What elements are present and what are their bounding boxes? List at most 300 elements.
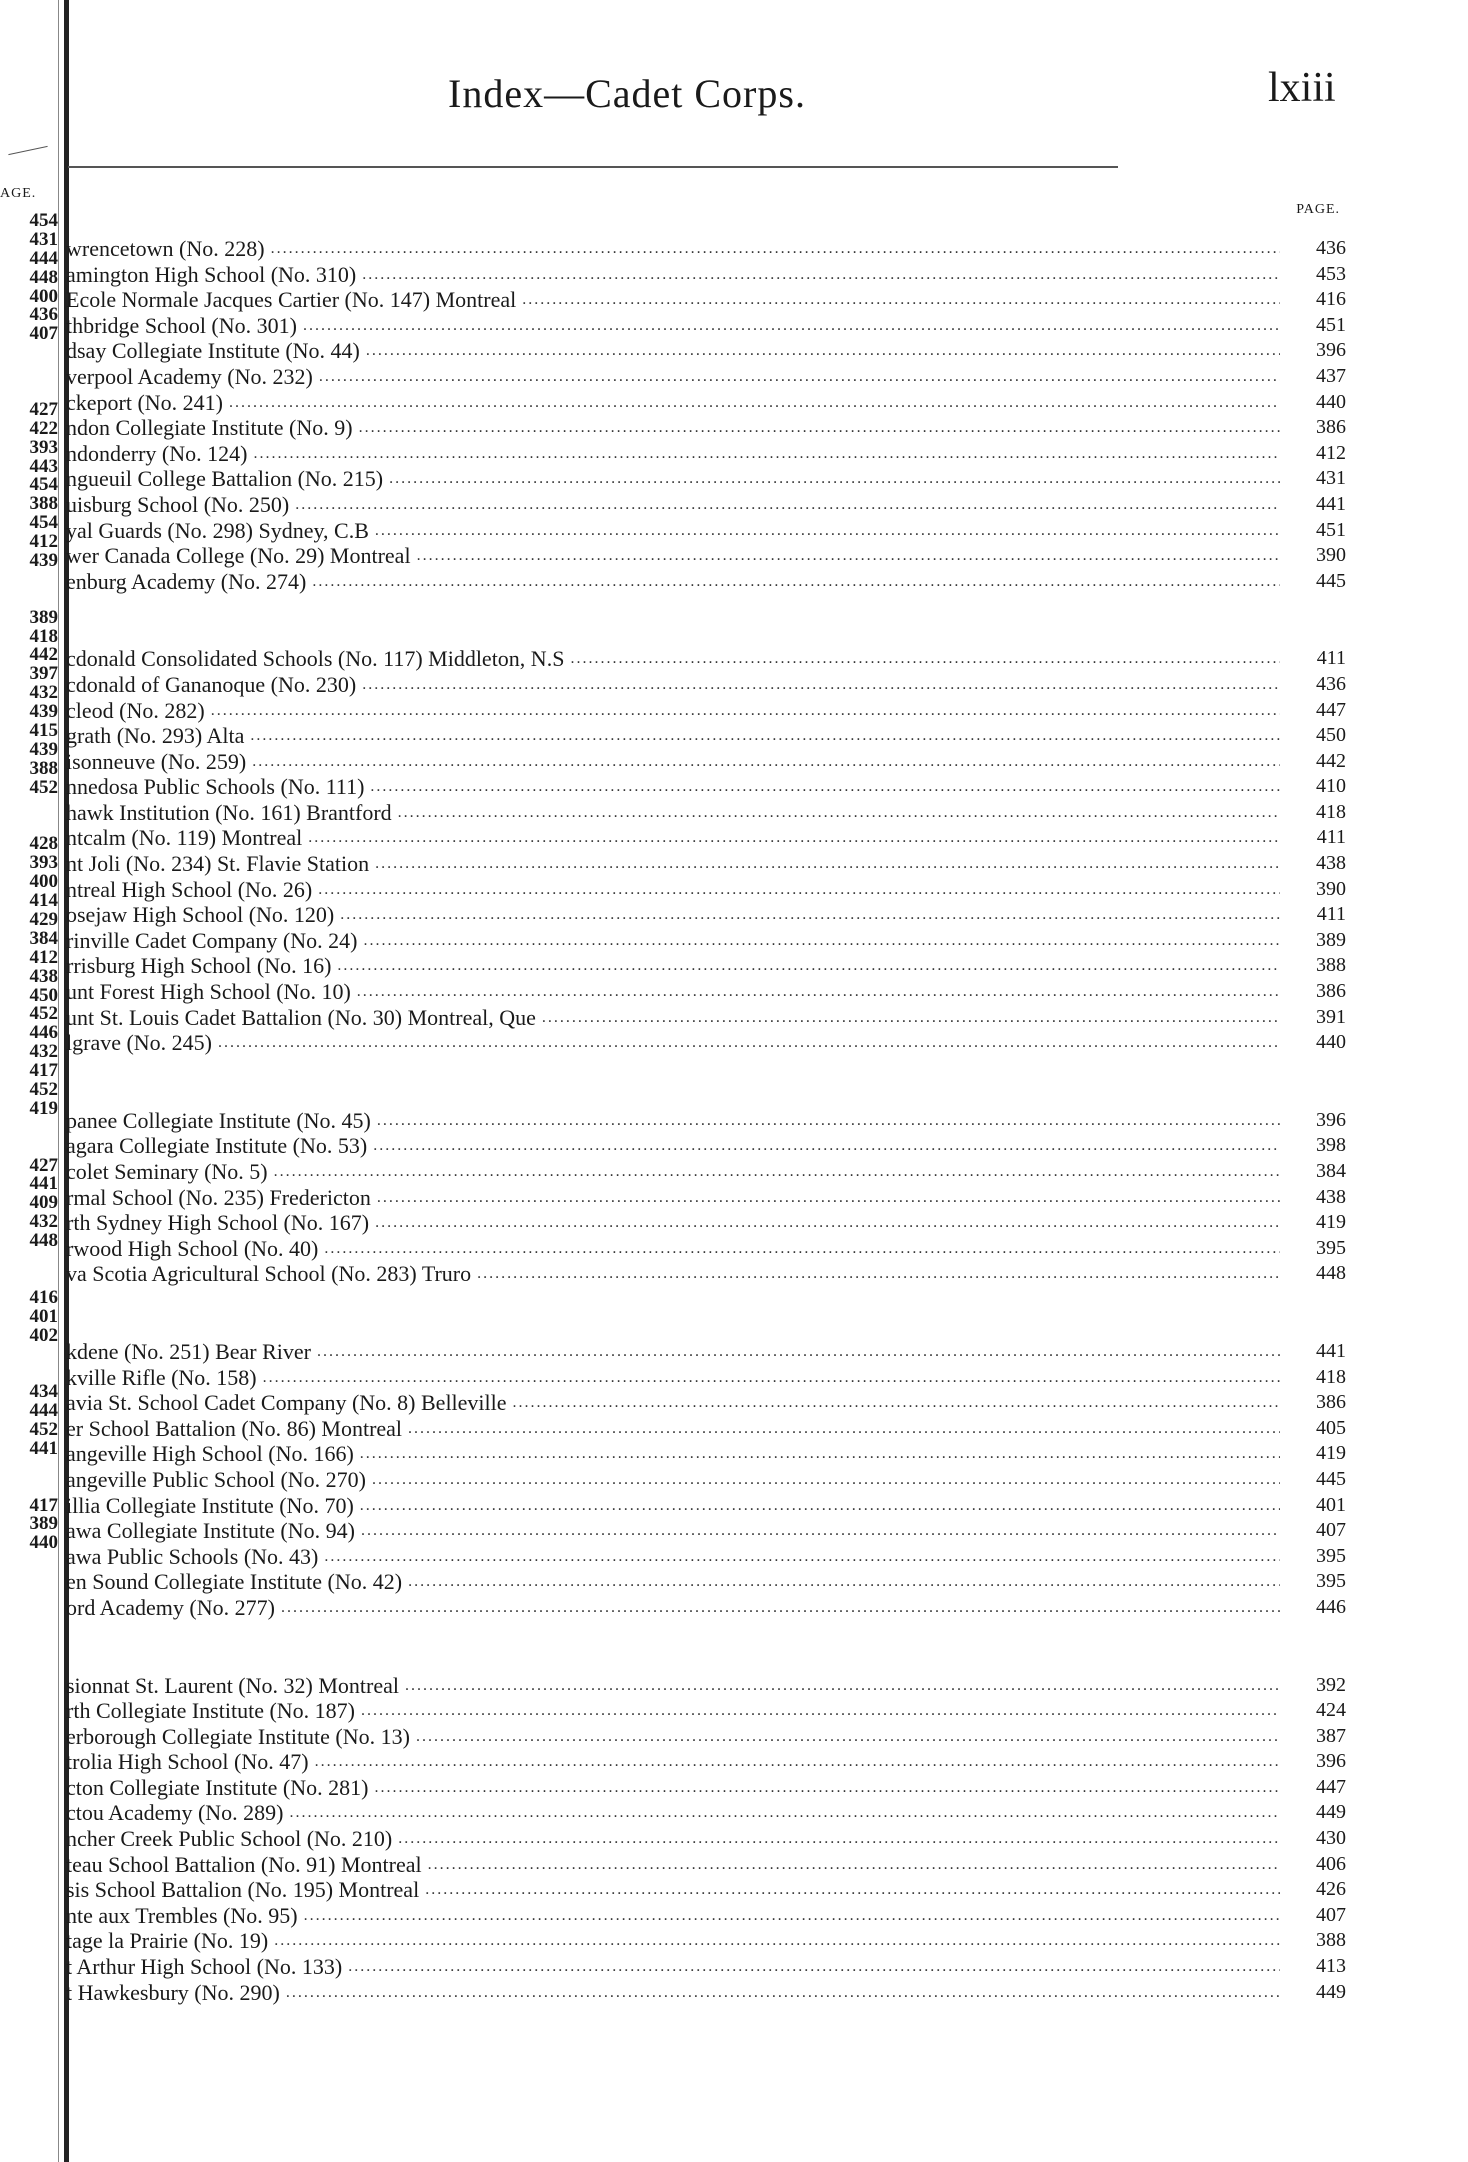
index-group [66,646,1346,1056]
dot-leader [417,543,1280,569]
index-entry [66,646,1346,672]
entry-page-number: 437 [1316,364,1346,387]
entry-page-number: 424 [1316,1699,1346,1722]
left-page-column-label: AGE. [0,186,37,201]
entry-name: er School Battalion (No. 86) Montreal [66,1415,403,1441]
entry-name: agara Collegiate Institute (No. 53) [66,1133,368,1159]
entry-name: t Hawkesbury (No. 290) [66,1979,280,2005]
index-entry [66,1724,1346,1750]
entry-name: awa Collegiate Institute (No. 94) [66,1518,355,1544]
dot-leader [372,1467,1280,1493]
entry-page-number: 388 [1316,1929,1346,1952]
index-entry [66,1493,1346,1519]
index-entries [66,236,1346,2057]
index-entry [66,1826,1346,1852]
entry-page-number: 387 [1316,1724,1346,1747]
entry-name: rmal School (No. 235) Fredericton [66,1184,371,1210]
dot-leader [416,1724,1280,1750]
dot-leader [229,390,1280,416]
index-entry [66,466,1346,492]
dot-leader [363,928,1280,954]
entry-name: ncher Creek Public School (No. 210) [66,1826,393,1852]
entry-name: angeville High School (No. 166) [66,1441,354,1467]
entry-name: va Scotia Agricultural School (No. 283) Truro [66,1261,472,1287]
index-entry [66,1210,1346,1236]
index-group [66,1673,1346,2006]
dot-leader [360,1493,1280,1519]
dot-leader [324,1236,1280,1262]
dot-leader [218,1030,1280,1056]
index-entry [66,672,1346,698]
dot-leader [274,1159,1280,1185]
dot-leader [304,1903,1280,1929]
index-entry [66,1877,1346,1903]
left-margin-number: 417 [29,1060,58,1082]
left-margin-number: 440 [29,1532,58,1554]
left-margin-number: 444 [29,1400,58,1422]
entry-page-number: 395 [1316,1544,1346,1567]
entry-name: awa Public Schools (No. 43) [66,1543,319,1569]
left-margin-number: 416 [29,1286,58,1308]
index-entry [66,543,1346,569]
left-margin-number: 389 [29,606,58,628]
left-margin-number: 427 [29,1154,58,1176]
entry-name: rth Sydney High School (No. 167) [66,1210,370,1236]
left-margin-number: 393 [29,436,58,458]
entry-name: illia Collegiate Institute (No. 70) [66,1492,354,1518]
left-margin-number: 412 [29,946,58,968]
left-margin-number [2,1478,58,1497]
index-group [66,1108,1346,1287]
index-entry [66,518,1346,544]
left-margin-number: 388 [29,757,58,779]
left-margin-number: 401 [29,1305,58,1327]
index-entry [66,415,1346,441]
header-rule-left-fragment [8,146,47,155]
entry-name: nt Joli (No. 234) St. Flavie Station [66,851,370,877]
dot-leader [290,1800,1281,1826]
index-entry [66,825,1346,851]
index-entry [66,569,1346,595]
left-margin-number [2,798,58,817]
index-entry [66,1339,1346,1365]
index-entry [66,1749,1346,1775]
index-entry [66,698,1346,724]
left-margin-number [2,1459,58,1478]
left-margin-page-numbers [2,212,58,1553]
entry-name: kville Rifle (No. 158) [66,1364,257,1390]
entry-page-number: 442 [1316,749,1346,772]
dot-leader [303,313,1280,339]
entry-name: en Sound Collegiate Institute (No. 42) [66,1569,403,1595]
index-entry [66,1903,1346,1929]
index-entry [66,313,1346,339]
entry-page-number: 412 [1316,441,1346,464]
left-margin-number: 448 [29,266,58,288]
left-margin-number: 438 [29,965,58,987]
left-margin-number [2,1270,58,1289]
entry-name: sionnat St. Laurent (No. 32) Montreal [66,1672,399,1698]
index-entry [66,877,1346,903]
dot-leader [366,338,1280,364]
dot-leader [361,1518,1280,1544]
entry-name: unt Forest High School (No. 10) [66,979,351,1005]
left-margin-number: 441 [29,1437,58,1459]
index-entry [66,1133,1346,1159]
left-margin-number: 432 [29,1211,58,1233]
left-margin-number: 402 [29,1324,58,1346]
entry-page-number: 407 [1316,1903,1346,1926]
left-margin-number: 422 [29,417,58,439]
index-entry [66,851,1346,877]
entry-name: sis School Battalion (No. 195) Montreal [66,1877,420,1903]
index-entry [66,1236,1346,1262]
index-entry [66,1108,1346,1134]
dot-leader [377,1185,1280,1211]
entry-page-number: 396 [1316,1108,1346,1131]
entry-name: wer Canada College (No. 29) Montreal [66,543,411,569]
index-entry [66,1441,1346,1467]
entry-page-number: 388 [1316,954,1346,977]
dot-leader [361,1698,1280,1724]
entry-page-number: 405 [1316,1416,1346,1439]
left-margin-number: 436 [29,304,58,326]
entry-page-number: 410 [1316,775,1346,798]
dot-leader [274,1928,1280,1954]
left-margin-number: 400 [29,871,58,893]
page-column-label: PAGE. [1296,202,1340,217]
entry-page-number: 448 [1316,1262,1346,1285]
index-entry [66,1544,1346,1570]
index-entry [66,1030,1346,1056]
entry-name: trolia High School (No. 47) [66,1749,309,1775]
dot-leader [362,262,1280,288]
dot-leader [348,1954,1280,1980]
left-margin-number: 415 [29,720,58,742]
entry-page-number: 416 [1316,288,1346,311]
dot-leader [542,1005,1280,1031]
dot-leader [281,1595,1280,1621]
entry-name: hawk Institution (No. 161) Brantford [66,799,392,825]
entry-page-number: 411 [1316,647,1346,670]
dot-leader [408,1569,1280,1595]
left-margin-number: 439 [29,550,58,572]
index-entry [66,492,1346,518]
entry-page-number: 398 [1316,1134,1346,1157]
left-margin-number: 427 [29,398,58,420]
entry-name: grath (No. 293) Alta [66,723,245,749]
entry-page-number: 451 [1316,313,1346,336]
entry-name: cdonald of Gananoque (No. 230) [66,671,357,697]
entry-page-number: 419 [1316,1211,1346,1234]
entry-page-number: 447 [1316,1775,1346,1798]
index-entry [66,902,1346,928]
entry-name: teau School Battalion (No. 91) Montreal [66,1851,422,1877]
gutter-shadow [58,0,59,2162]
dot-leader [425,1877,1280,1903]
dot-leader [362,672,1280,698]
dot-leader [375,851,1280,877]
page-number: lxiii [1268,65,1336,111]
entry-page-number: 386 [1316,1391,1346,1414]
index-group [66,236,1346,594]
left-margin-number [2,363,58,382]
entry-name: uisburg School (No. 250) [66,491,290,517]
dot-leader [286,1980,1280,2006]
dot-leader [318,877,1280,903]
index-entry [66,1800,1346,1826]
left-margin-number: 442 [29,644,58,666]
left-margin-number: 441 [29,1173,58,1195]
left-margin-number: 452 [29,1419,58,1440]
index-entry [66,364,1346,390]
entry-page-number: 447 [1316,698,1346,721]
entry-name: ngueuil College Battalion (No. 215) [66,466,384,492]
entry-page-number: 441 [1316,1339,1346,1362]
entry-name: ord Academy (No. 277) [66,1594,275,1620]
entry-name: nnedosa Public Schools (No. 111) [66,774,365,800]
left-margin-number: 448 [29,1230,58,1252]
dot-leader [340,902,1280,928]
index-entry [66,1595,1346,1621]
left-margin-number: 384 [29,927,58,949]
entry-name: ndon Collegiate Institute (No. 9) [66,415,353,441]
entry-page-number: 406 [1316,1852,1346,1875]
entry-name: dsay Collegiate Institute (No. 44) [66,338,360,364]
dot-leader [295,492,1280,518]
left-margin-number: 409 [29,1192,58,1214]
dot-leader [428,1852,1280,1878]
index-entry [66,1261,1346,1287]
entry-page-number: 440 [1316,1031,1346,1054]
entry-name: verpool Academy (No. 232) [66,363,313,389]
index-entry [66,1159,1346,1185]
index-entry [66,800,1346,826]
entry-name: avia St. School Cadet Company (No. 8) Belleville [66,1390,507,1416]
dot-leader [271,236,1280,262]
left-margin-number: 407 [29,323,58,345]
index-entry [66,1005,1346,1031]
dot-leader [374,1775,1280,1801]
entry-name: ntreal High School (No. 26) [66,876,313,902]
entry-page-number: 418 [1316,800,1346,823]
index-entry [66,953,1346,979]
entry-page-number: 450 [1316,724,1346,747]
entry-page-number: 386 [1316,416,1346,439]
entry-name: Ecole Normale Jacques Cartier (No. 147) Montreal [66,287,517,313]
dot-leader [522,287,1280,313]
left-margin-number [2,571,58,590]
index-group [66,1339,1346,1621]
entry-page-number: 390 [1316,877,1346,900]
left-margin-number: 452 [29,1003,58,1025]
dot-leader [377,1108,1280,1134]
left-margin-number [2,1138,58,1157]
entry-name: unt St. Louis Cadet Battalion (No. 30) Montreal, Que [66,1004,536,1030]
index-entry [66,1775,1346,1801]
left-margin-number: 450 [29,984,58,1006]
dot-leader [250,723,1280,749]
entry-name: nte aux Trembles (No. 95) [66,1902,298,1928]
index-entry [66,1518,1346,1544]
left-margin-number: 428 [29,833,58,855]
left-margin-number: 432 [29,1041,58,1063]
entry-page-number: 449 [1316,1801,1346,1824]
entry-page-number: 389 [1316,928,1346,951]
index-entry [66,236,1346,262]
left-margin-number [2,1345,58,1364]
dot-leader [317,1339,1280,1365]
dot-leader [398,1826,1280,1852]
dot-leader [253,441,1280,467]
index-entry [66,1467,1346,1493]
left-margin-number: 397 [29,663,58,685]
left-margin-number [2,344,58,363]
entry-page-number: 384 [1316,1160,1346,1182]
entry-name: cton Collegiate Institute (No. 281) [66,1774,369,1800]
entry-name: ckeport (No. 241) [66,389,224,415]
entry-name: rinville Cadet Company (No. 24) [66,927,358,953]
entry-name: thbridge School (No. 301) [66,312,297,338]
entry-page-number: 411 [1316,826,1346,849]
left-margin-number: 434 [29,1381,58,1403]
header-rule [68,166,1118,168]
index-entry [66,979,1346,1005]
entry-page-number: 407 [1316,1519,1346,1542]
index-entry [66,1416,1346,1442]
left-margin-number: 417 [29,1494,58,1516]
entry-name: enburg Academy (No. 274) [66,568,307,594]
left-margin-number: 429 [29,908,58,930]
dot-leader [389,466,1280,492]
entry-name: yal Guards (No. 298) Sydney, C.B [66,517,369,543]
dot-leader [337,953,1280,979]
entry-name: cleod (No. 282) [66,697,205,723]
dot-leader [211,698,1280,724]
left-margin-number: 388 [29,493,58,515]
index-entry [66,1928,1346,1954]
entry-page-number: 438 [1316,852,1346,875]
entry-name: rwood High School (No. 40) [66,1235,319,1261]
left-margin-number: 432 [29,682,58,704]
entry-name: amington High School (No. 310) [66,261,357,287]
left-margin-number: 444 [29,247,58,269]
entry-name: ctou Academy (No. 289) [66,1800,284,1826]
entry-page-number: 390 [1316,544,1346,567]
index-entry [66,1980,1346,2006]
left-margin-number: 452 [29,1078,58,1100]
index-entry [66,1954,1346,1980]
left-margin-number: 414 [29,890,58,912]
index-entry [66,1673,1346,1699]
entry-page-number: 445 [1316,1467,1346,1490]
entry-name: tage la Prairie (No. 19) [66,1928,269,1954]
left-margin-number [2,1119,58,1138]
entry-page-number: 438 [1316,1185,1346,1208]
left-margin-number: 454 [29,512,58,534]
dot-leader [477,1261,1280,1287]
entry-page-number: 386 [1316,980,1346,1003]
dot-leader [373,1133,1280,1159]
entry-name: ntcalm (No. 119) Montreal [66,825,303,851]
dot-leader [375,518,1280,544]
entry-name: angeville Public School (No. 270) [66,1466,367,1492]
index-entry [66,1852,1346,1878]
left-margin-number: 418 [29,625,58,647]
entry-page-number: 453 [1316,262,1346,285]
entry-name: cdonald Consolidated Schools (No. 117) Middleton, N.S [66,646,565,672]
index-entry [66,774,1346,800]
entry-name: isonneuve (No. 259) [66,748,247,774]
entry-page-number: 419 [1316,1442,1346,1465]
entry-name: panee Collegiate Institute (No. 45) [66,1107,371,1133]
entry-name: lgrave (No. 245) [66,1030,213,1056]
dot-leader [398,800,1280,826]
entry-page-number: 396 [1316,1750,1346,1773]
left-margin-number: 454 [29,474,58,496]
left-margin-number: 439 [29,701,58,723]
entry-page-number: 396 [1316,339,1346,362]
entry-page-number: 391 [1316,1005,1346,1028]
entry-name: rrisburg High School (No. 16) [66,953,332,979]
dot-leader [375,1210,1280,1236]
index-entry [66,1365,1346,1391]
index-entry [66,441,1346,467]
entry-page-number: 431 [1316,467,1346,490]
dot-leader [308,825,1280,851]
left-margin-number: 412 [29,531,58,553]
entry-name: wrencetown (No. 228) [66,236,265,261]
index-entry [66,390,1346,416]
dot-leader [263,1365,1280,1391]
index-entry [66,262,1346,288]
entry-name: colet Seminary (No. 5) [66,1159,268,1184]
left-margin-number: 393 [29,852,58,874]
left-margin-number: 439 [29,738,58,760]
entry-name: osejaw High School (No. 120) [66,902,335,928]
entry-page-number: 392 [1316,1673,1346,1696]
index-entry [66,1390,1346,1416]
dot-leader [570,646,1280,672]
entry-page-number: 401 [1316,1493,1346,1516]
left-margin-number: 443 [29,455,58,477]
entry-page-number: 436 [1316,237,1346,259]
dot-leader [408,1416,1280,1442]
index-entry [66,287,1346,313]
entry-page-number: 449 [1316,1980,1346,2003]
left-margin-number: 446 [29,1022,58,1044]
dot-leader [359,415,1280,441]
entry-name: t Arthur High School (No. 133) [66,1954,343,1980]
left-margin-number: 431 [29,228,58,250]
dot-leader [370,774,1280,800]
dot-leader [315,1749,1280,1775]
entry-page-number: 440 [1316,390,1346,413]
left-margin-number: 454 [29,210,58,231]
entry-page-number: 426 [1316,1878,1346,1901]
index-entry [66,723,1346,749]
entry-page-number: 445 [1316,569,1346,592]
index-entry [66,749,1346,775]
dot-leader [252,749,1280,775]
index-entry [66,338,1346,364]
dot-leader [319,364,1280,390]
dot-leader [360,1441,1280,1467]
index-entry [66,1185,1346,1211]
entry-page-number: 446 [1316,1595,1346,1618]
entry-page-number: 395 [1316,1236,1346,1259]
dot-leader [324,1544,1280,1570]
